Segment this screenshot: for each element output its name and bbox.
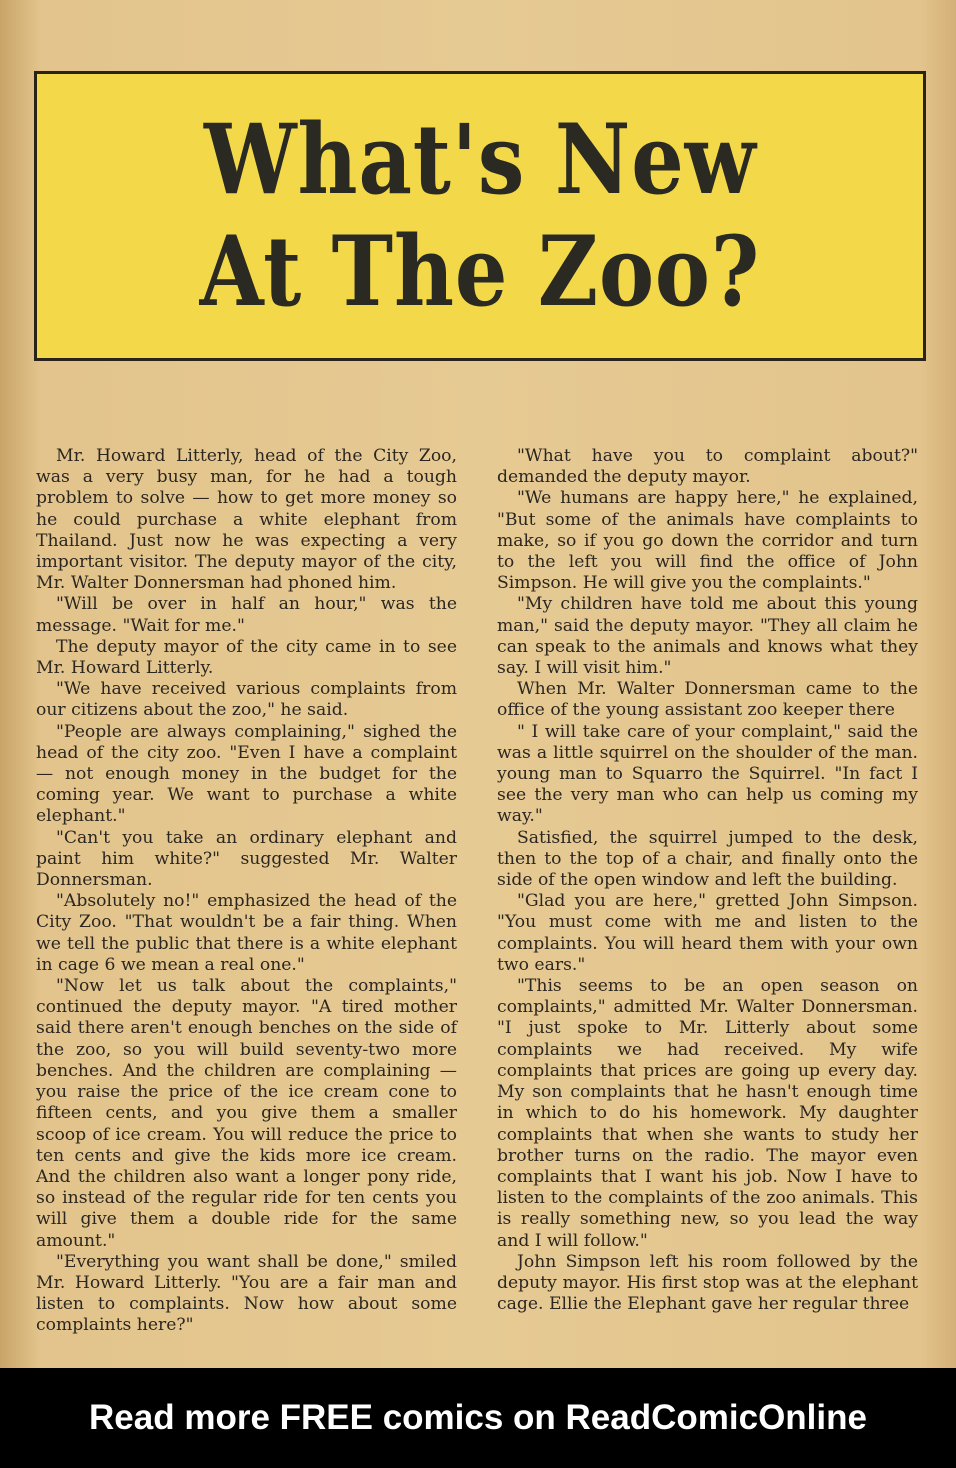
footer-banner (0, 1368, 956, 1468)
paragraph: "Glad you are here," gretted John Simpson. "You must come with me and listen to the complaints. You will heard them with your own two ears." (497, 891, 918, 975)
paragraph: The deputy mayor of the city came in to see Mr. Howard Litterly. (36, 636, 457, 679)
left-text-column (36, 446, 457, 1337)
paragraph: Satisfied, the squirrel jumped to the desk, then to the top of a chair, and finally onto the side of the open window and left the building. (497, 827, 918, 891)
paragraph: "This seems to be an open season on complaints," admitted Mr. Walter Donnersman. "I just spoke to Mr. Litterly about some complaints we had received. My wife complaints that prices are going up every day. My son complaints that he hasn't enough time in which to do his homework. My daughter complaints that when she wants to study her brother turns on the radio. The mayor even complaints that I want his job. Now I have to listen to the complaints of the zoo animals. This is really something new, so you lead the way and I will follow." (497, 976, 918, 1251)
paragraph: "People are always complaining," sighed the head of the city zoo. "Even I have a complaint — not enough money in the budget for the coming year. We want to purchase a white elephant." (36, 721, 457, 827)
paragraph: "Now let us talk about the complaints," continued the deputy mayor. "A tired mother said there aren't enough benches on the side of the zoo, so you will build seventy-two more benches. And the children are complaining — you raise the price of the ice cream cone to fifteen cents, and you give them a smaller scoop of ice cream. You will reduce the price to ten cents and give the kids more ice cream. And the children also want a longer pony ride, so instead of the regular ride for ten cents you will give them a double ride for the same amount." (36, 976, 457, 1251)
paragraph: "We humans are happy here," he explained, "But some of the animals have complaints to make, so if you go down the corridor and turn to the left you will find the office of John Simpson. He will give you the complaints." (497, 488, 918, 594)
title-banner (34, 71, 926, 361)
paragraph: John Simpson left his room followed by the deputy mayor. His first stop was at the elephant cage. Ellie the Elephant gave her regular three (497, 1251, 918, 1315)
paragraph: "My children have told me about this young man," said the deputy mayor. "They all claim he can speak to the animals and knows what they say. I will visit him." (497, 594, 918, 679)
paragraph: "What have you to complaint about?" demanded the deputy mayor. (497, 446, 918, 488)
title-line-2: At The Zoo? (199, 215, 761, 328)
paragraph: "Everything you want shall be done," smiled Mr. Howard Litterly. "You are a fair man and listen to complaints. Now how about some complaints here?" (36, 1251, 457, 1336)
paragraph: " I will take care of your complaint," said the was a little squirrel on the shoulder of the man. young man to Squarro the Squirrel. "In fact I see the very man who can help us coming my way." (497, 721, 918, 827)
title-line-1: What's New (203, 103, 757, 216)
right-text-column (497, 446, 918, 1315)
paragraph: "Can't you take an ordinary elephant and paint him white?" suggested Mr. Walter Donnersman. (36, 827, 457, 891)
paragraph: "Will be over in half an hour," was the message. "Wait for me." (36, 594, 457, 636)
paragraph: When Mr. Walter Donnersman came to the office of the young assistant zoo keeper there (497, 679, 918, 721)
footer-link-text[interactable]: Read more FREE comics on ReadComicOnline (89, 1398, 867, 1437)
paragraph: "We have received various complaints from our citizens about the zoo," he said. (36, 679, 457, 721)
paragraph: "Absolutely no!" emphasized the head of the City Zoo. "That wouldn't be a fair thing. When we tell the public that there is a white elephant in cage 6 we mean a real one." (36, 891, 457, 975)
paragraph: Mr. Howard Litterly, head of the City Zoo, was a very busy man, for he had a tough problem to solve — how to get more money so he could purchase a white elephant from Thailand. Just now he was expecting a very important visitor. The deputy mayor of the city, Mr. Walter Donnersman had phoned him. (36, 446, 457, 594)
